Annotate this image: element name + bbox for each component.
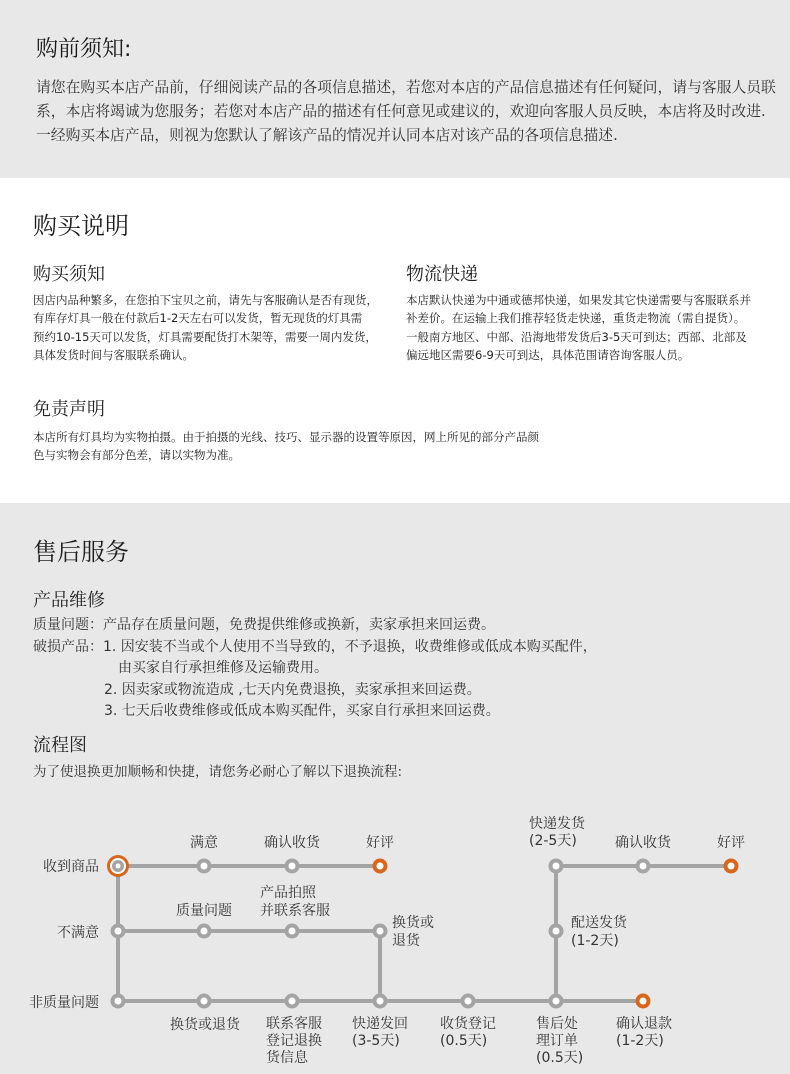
damage-item: 3. 七天后收费维修或低成本购买配件，买家自行承担来回运费。 [104, 703, 500, 719]
flow-label-line: 退货 [392, 933, 420, 949]
flow-node-exchange-or-return [373, 924, 388, 939]
flow-node-exchange-or-return-2 [197, 994, 212, 1009]
flow-label-line: (3-5天) [352, 1033, 400, 1049]
flow-node-good-review-2 [724, 859, 739, 874]
buy-notice-line: 预约10-15天可以发货，灯具需要配货打木架等，需要一周内发货， [33, 329, 377, 344]
damage-item: 2. 因卖家或物流造成 ,七天内免费退换，卖家承担来回运费。 [104, 681, 481, 698]
flow-label-line: 收货登记 [440, 1016, 496, 1032]
after-sales-title: 售后服务 [33, 538, 129, 566]
flow-label-line: (0.5天) [440, 1033, 488, 1049]
flow-label-confirm-receipt: 确认收货 [264, 835, 320, 851]
repair-quality-row [33, 615, 597, 637]
flow-node-quality-issue [197, 924, 212, 939]
pre-purchase-line: 系，本店将竭诚为您服务；若您对本店产品的描述有任何意见或建议的，欢迎向客服人员反映，本店将及时改进. [36, 103, 766, 120]
flow-label-line: 换货或 [392, 915, 434, 931]
pre-purchase-text [36, 76, 776, 148]
flow-label-line: (1-2天) [571, 933, 619, 949]
pre-purchase-title: 购前须知: [36, 37, 132, 62]
flow-node-good-review [373, 859, 388, 874]
logistics-title: 物流快递 [406, 264, 478, 285]
flow-label-quality-issue: 质量问题 [176, 903, 232, 919]
buy-notice-line: 有库存灯具一般在付款后1-2天左右可以发货，暂无现货的灯具需 [33, 311, 363, 326]
flow-node-photo-contact [285, 924, 300, 939]
logistics-line: 一般南方地区、中部、沿海地带发货后3-5天可到达；西部、北部及 [406, 329, 747, 344]
logistics-text [406, 291, 751, 365]
pre-purchase-section [0, 0, 790, 178]
flow-label-line: 并联系客服 [260, 903, 330, 919]
disclaimer-title: 免责声明 [33, 399, 105, 420]
quality-text: 产品存在质量问题，免费提供维修或换新，卖家承担来回运费。 [103, 617, 495, 633]
repair-policy [33, 615, 597, 723]
flow-node-confirm-refund [636, 994, 651, 1009]
flow-label-receive-register [440, 1016, 496, 1050]
flow-label-satisfied: 满意 [190, 835, 218, 851]
flow-label-line: (0.5天) [536, 1050, 584, 1066]
buy-notice-line: 因店内品种繁多，在您拍下宝贝之前，请先与客服确认是否有现货， [33, 293, 378, 307]
damage-item: 由买家自行承担维修及运输费用。 [118, 660, 328, 676]
flow-label-exchange-or-return-2: 换货或退货 [170, 1017, 240, 1033]
purchase-info-title: 购买说明 [33, 212, 129, 240]
disclaimer-line: 色与实物会有部分色差，请以实物为准。 [33, 448, 240, 463]
flow-label-good-review-2: 好评 [717, 835, 745, 851]
flow-node-unsatisfied [111, 924, 126, 939]
after-sales-section [0, 503, 790, 1074]
flow-node-satisfied [197, 859, 212, 874]
flow-row-label-unsatisfied: 不满意 [57, 925, 99, 941]
flow-label-process-order [536, 1016, 583, 1067]
flow-label-exchange-or-return [392, 914, 434, 950]
flow-label-contact-register [266, 1016, 322, 1067]
repair-title: 产品维修 [33, 590, 105, 611]
flow-node-express-ship [549, 859, 564, 874]
flow-row-label-non-quality: 非质量问题 [29, 995, 99, 1011]
flow-node-non-quality [111, 994, 126, 1009]
flow-label-line: 售后处 [536, 1016, 578, 1032]
damage-label: 破损产品： [33, 638, 103, 655]
disclaimer-line: 本店所有灯具均为实物拍摄。由于拍摄的光线、技巧、显示器的设置等原因，网上所见的部分产品颜 [33, 430, 539, 444]
flow-label-line: 产品拍照 [260, 885, 316, 901]
flow-label-confirm-receipt-2: 确认收货 [615, 835, 671, 851]
flow-label-photo-contact [260, 884, 330, 920]
flow-intro: 为了使退换更加顺畅和快捷，请您务必耐心了解以下退换流程: [33, 764, 403, 780]
flow-node-deliver [549, 924, 564, 939]
flow-label-line: 联系客服 [266, 1016, 322, 1032]
flow-row-label-received: 收到商品 [43, 859, 99, 875]
flow-label-line: 快递发货 [529, 816, 585, 832]
flow-node-process-order [549, 994, 564, 1009]
disclaimer-text [33, 428, 539, 465]
buy-notice-text [33, 291, 378, 365]
logistics-line: 本店默认快递为中通或德邦快递，如果发其它快递需要与客服联系并 [406, 293, 751, 307]
return-flowchart [0, 800, 790, 1074]
flow-label-deliver [571, 914, 627, 950]
flow-label-express-ship [529, 816, 585, 850]
logistics-line: 补差价。在运输上我们推荐轻货走快递，重货走物流（需自提货）。 [406, 311, 746, 326]
quality-label: 质量问题： [33, 617, 103, 633]
pre-purchase-line: 一经购买本店产品，则视为您默认了解该产品的情况并认同本店对该产品的各项信息描述. [36, 127, 618, 144]
flow-node-receive-register [461, 994, 476, 1009]
flow-label-good-review: 好评 [366, 835, 394, 851]
flow-title: 流程图 [33, 735, 87, 756]
purchase-info-section [0, 178, 790, 503]
pre-purchase-line: 请您在购买本店产品前，仔细阅读产品的各项信息描述，若您对本店的产品信息描述有任何疑问，请与客服人员联 [36, 79, 776, 96]
flow-node-received [107, 855, 129, 877]
buy-notice-title: 购买须知 [33, 264, 105, 285]
flow-label-line: 登记退换 [266, 1033, 322, 1049]
flow-label-line: 理订单 [536, 1033, 578, 1049]
flow-label-confirm-refund [616, 1016, 672, 1050]
flow-node-confirm-receipt [285, 859, 300, 874]
flow-node-ship-back [373, 994, 388, 1009]
flow-node-confirm-receipt-2 [636, 859, 651, 874]
flow-label-line: (2-5天) [529, 833, 577, 849]
flow-label-line: (1-2天) [616, 1033, 664, 1049]
logistics-line: 偏远地区需要6-9天可到达，具体范围请咨询客服人员。 [406, 348, 690, 363]
damage-item: 1. 因安装不当或个人使用不当导致的，不予退换，收费维修或低成本购买配件， [103, 638, 597, 655]
flow-node-contact-register [285, 994, 300, 1009]
buy-notice-line: 具体发货时间与客服联系确认。 [33, 348, 194, 363]
flow-label-line: 确认退款 [616, 1016, 672, 1032]
flow-label-line: 快递发回 [352, 1016, 408, 1032]
flow-label-line: 配送发货 [571, 915, 627, 931]
flow-label-line: 货信息 [266, 1050, 308, 1066]
flow-label-ship-back [352, 1016, 408, 1050]
repair-damage-row [33, 637, 597, 659]
